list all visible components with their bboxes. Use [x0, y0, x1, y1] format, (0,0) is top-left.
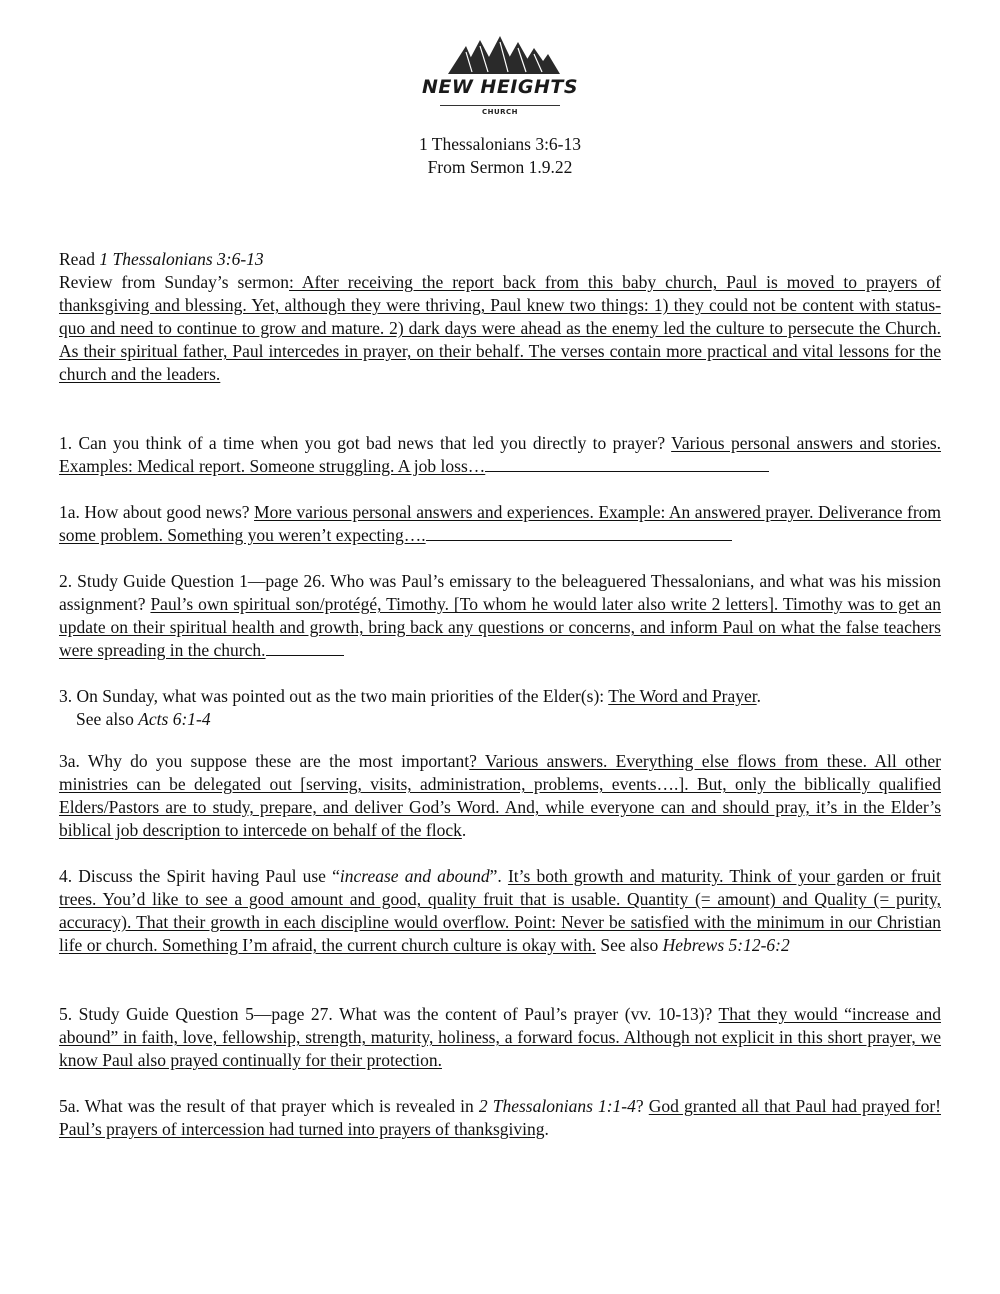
- review-paragraph: [59, 271, 941, 386]
- logo-subtitle: CHURCH: [481, 108, 519, 116]
- question-text: 5a. What was the result of that prayer which is revealed in: [59, 1096, 479, 1116]
- question-1: [59, 432, 941, 478]
- answer-text: The Word and Prayer: [608, 686, 757, 706]
- question-text: 3. On Sunday, what was pointed out as the two main priorities of the Elder(s):: [59, 686, 609, 706]
- answer-text: More various personal answers and experiences. Example: An answered prayer. Deliverance from some problem. Something you weren’t expecting….: [59, 502, 942, 545]
- church-logo: [418, 34, 582, 120]
- question-text: 1. Can you think of a time when you got bad news that led you directly to prayer?: [59, 433, 672, 453]
- answer-text: It’s both growth and maturity. Think of your garden or fruit trees. You’d like to see a good amount and good, quality fruit that is usable. Quantity (= amount) and Quality (= purity, accuracy). That their growth in each discipline would overflow. Point: Never be satisfied with the minimum in our Christian life or church. Something I’m afraid, the current church culture is okay with.: [59, 866, 942, 955]
- question-1a: [59, 501, 941, 547]
- question-5: [59, 1003, 941, 1072]
- question-end: ?: [635, 1096, 649, 1116]
- read-label: Read: [59, 249, 100, 269]
- see-also-line: [59, 708, 941, 731]
- question-5a: [59, 1095, 941, 1141]
- answer-end: .: [461, 820, 467, 840]
- logo-divider: [440, 105, 560, 106]
- review-text: : After receiving the report back from this baby church, Paul is moved to prayers of thanksgiving and blessing. Yet, although they were thriving, Paul knew two things: 1) they could not be content with status-quo and need to continue to grow and mature. 2) dark days were ahead as the enemy led the culture to persecute the Church. As their spiritual father, Paul intercedes in prayer, on their behalf. The verses contain more practical and vital lessons for the church and the leaders.: [59, 272, 941, 384]
- question-3: [59, 685, 941, 731]
- question-text: 2. Study Guide Question 1—page 26. Who was Paul’s emissary to the beleaguered Thessalonians, and what was his mission assignment?: [59, 571, 941, 614]
- question-text: 4. Discuss the Spirit having Paul use “: [59, 866, 340, 886]
- logo-name: NEW HEIGHTS: [421, 76, 579, 98]
- see-also-label: See also: [595, 935, 663, 955]
- sermon-date: From Sermon 1.9.22: [427, 157, 573, 177]
- see-also-reference: Hebrews 5:12-6:2: [662, 935, 790, 955]
- review-label: Review from Sunday’s sermon: [59, 272, 290, 292]
- answer-line: [485, 470, 769, 472]
- answer-end: .: [544, 1119, 549, 1139]
- read-line: [59, 248, 941, 271]
- see-also-label: See also: [76, 709, 139, 729]
- answer-line: [426, 539, 732, 541]
- question-emphasis: increase and abound: [339, 866, 490, 886]
- question-end: ”.: [489, 866, 508, 886]
- question-3a: [59, 750, 941, 842]
- answer-text: Various personal answers and stories. Examples: Medical report. Someone struggling. A job loss…: [59, 433, 941, 476]
- passage-heading: 1 Thessalonians 3:6-13: [418, 134, 582, 154]
- answer-text: Paul’s own spiritual son/protégé, Timothy. [To whom he would later also write 2 letters]. Timothy was to get an update on their spiritual health and growth, bring back any questions or concerns, and inform Paul on what the false teachers were spreading in the church.: [59, 594, 941, 660]
- answer-text: ? Various answers. Everything else flows from these. All other ministries can be delegated out [serving, visits, administration, problems, events….]. But, only the biblically qualified Elders/Pastors are to study, prepare, and deliver God’s Word. And, while everyone can and should pray, it’s in the Elder’s biblical job description to intercede on behalf of the flock: [59, 751, 941, 840]
- answer-line: [266, 654, 344, 656]
- question-2: [59, 570, 941, 662]
- question-4: [59, 865, 941, 957]
- answer-text: That they would “increase and abound” in faith, love, fellowship, strength, maturity, holiness, a forward focus. Although not explicit in this short prayer, we know Paul also prayed continually for their protection.: [59, 1004, 941, 1070]
- mountain-peaks-icon: [418, 34, 582, 78]
- question-text: 1a. How about good news?: [59, 502, 255, 522]
- answer-end: .: [756, 686, 762, 706]
- see-also-reference: Acts 6:1-4: [138, 709, 211, 729]
- answer-text: God granted all that Paul had prayed for! Paul’s prayers of intercession had turned into prayers of thanksgiving: [59, 1096, 941, 1139]
- question-reference: 2 Thessalonians 1:1-4: [478, 1096, 636, 1116]
- question-text: 3a. Why do you suppose these are the most important: [59, 751, 470, 771]
- question-text: 5. Study Guide Question 5—page 27. What was the content of Paul’s prayer (vv. 10-13)?: [59, 1004, 719, 1024]
- read-reference: 1 Thessalonians 3:6-13: [99, 249, 264, 269]
